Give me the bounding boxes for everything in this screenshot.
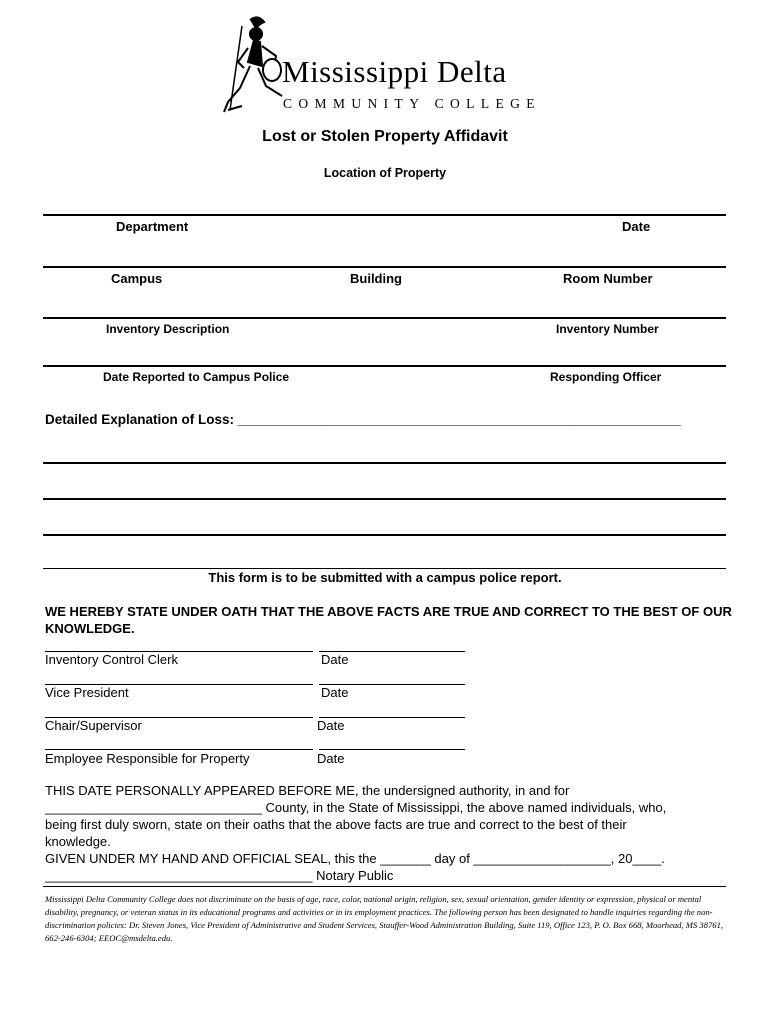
notary-statement bbox=[45, 782, 735, 884]
inventory-number-label: Inventory Number bbox=[556, 322, 659, 336]
date-line[interactable] bbox=[319, 749, 465, 750]
footer-divider bbox=[43, 886, 726, 887]
signature-line[interactable] bbox=[45, 749, 313, 750]
notary-line: _____________________________________ Notary Public bbox=[45, 868, 394, 883]
field-line[interactable] bbox=[43, 365, 726, 367]
nondiscrimination-footer: Mississippi Delta Community College does not discriminate on the basis of age, race, color, national origin, religion, sex, sexual orientation, gender identity or expression, physical or mental disability, pregnancy, or veteran status in its educational programs and activities or in its employment practices. The following person has been designated to handle inquiries regarding the non-discrimination policies: Dr. Steven Jones, Vice President of Administrative and Student Services, Stauffer-Wood Administration Building, Suite 119, Office 123, P. O. Box 668, Moorhead, MS 38761, 662-246-6304; EEOC@msdelta.edu. bbox=[45, 894, 724, 943]
signature-date-label: Date bbox=[321, 652, 349, 667]
explanation-line[interactable] bbox=[43, 498, 726, 500]
explanation-line[interactable] bbox=[43, 462, 726, 464]
explanation-line[interactable] bbox=[43, 534, 726, 536]
trojan-mascot-icon bbox=[224, 17, 282, 112]
date-reported-label: Date Reported to Campus Police bbox=[103, 370, 290, 384]
building-label: Building bbox=[350, 271, 402, 286]
department-label: Department bbox=[116, 219, 189, 234]
form-title: Lost or Stolen Property Affidavit bbox=[262, 128, 508, 145]
notary-line: ______________________________ County, in the State of Mississippi, the above named individuals, who, bbox=[45, 800, 667, 815]
responding-officer-label: Responding Officer bbox=[550, 370, 662, 384]
notary-line: GIVEN UNDER MY HAND AND OFFICIAL SEAL, this the _______ day of ___________________, 20____. bbox=[45, 851, 666, 866]
signature-role: Chair/Supervisor bbox=[45, 718, 142, 733]
explanation-label: Detailed Explanation of Loss: ___________________________________________________________ bbox=[45, 412, 681, 427]
college-subtitle: COMMUNITY COLLEGE bbox=[283, 96, 541, 111]
signature-date-label: Date bbox=[317, 718, 345, 733]
inventory-description-label: Inventory Description bbox=[106, 322, 230, 336]
campus-label: Campus bbox=[111, 271, 163, 286]
form-subtitle: Location of Property bbox=[323, 166, 447, 180]
room-number-label: Room Number bbox=[563, 271, 653, 286]
oath-statement: WE HEREBY STATE UNDER OATH THAT THE ABOVE FACTS ARE TRUE AND CORRECT TO THE BEST OF OUR KNOWLEDGE. bbox=[45, 604, 732, 636]
date-label: Date bbox=[622, 219, 651, 234]
field-line[interactable] bbox=[43, 214, 726, 216]
field-line[interactable] bbox=[43, 317, 726, 319]
notary-line: being first duly sworn, state on their oaths that the above facts are true and correct to the best of their bbox=[45, 817, 627, 832]
field-line[interactable] bbox=[43, 266, 726, 268]
college-name: Mississippi Delta bbox=[282, 54, 507, 89]
signature-role: Employee Responsible for Property bbox=[45, 751, 250, 766]
signature-date-label: Date bbox=[321, 685, 349, 700]
signature-date-label: Date bbox=[317, 751, 345, 766]
notary-line: knowledge. bbox=[45, 834, 111, 849]
explanation-line[interactable] bbox=[43, 567, 726, 569]
signature-role: Inventory Control Clerk bbox=[45, 652, 178, 667]
signature-role: Vice President bbox=[45, 685, 129, 700]
submit-note: This form is to be submitted with a campus police report. bbox=[208, 570, 562, 585]
notary-line: THIS DATE PERSONALLY APPEARED BEFORE ME, the undersigned authority, in and for bbox=[45, 783, 570, 798]
